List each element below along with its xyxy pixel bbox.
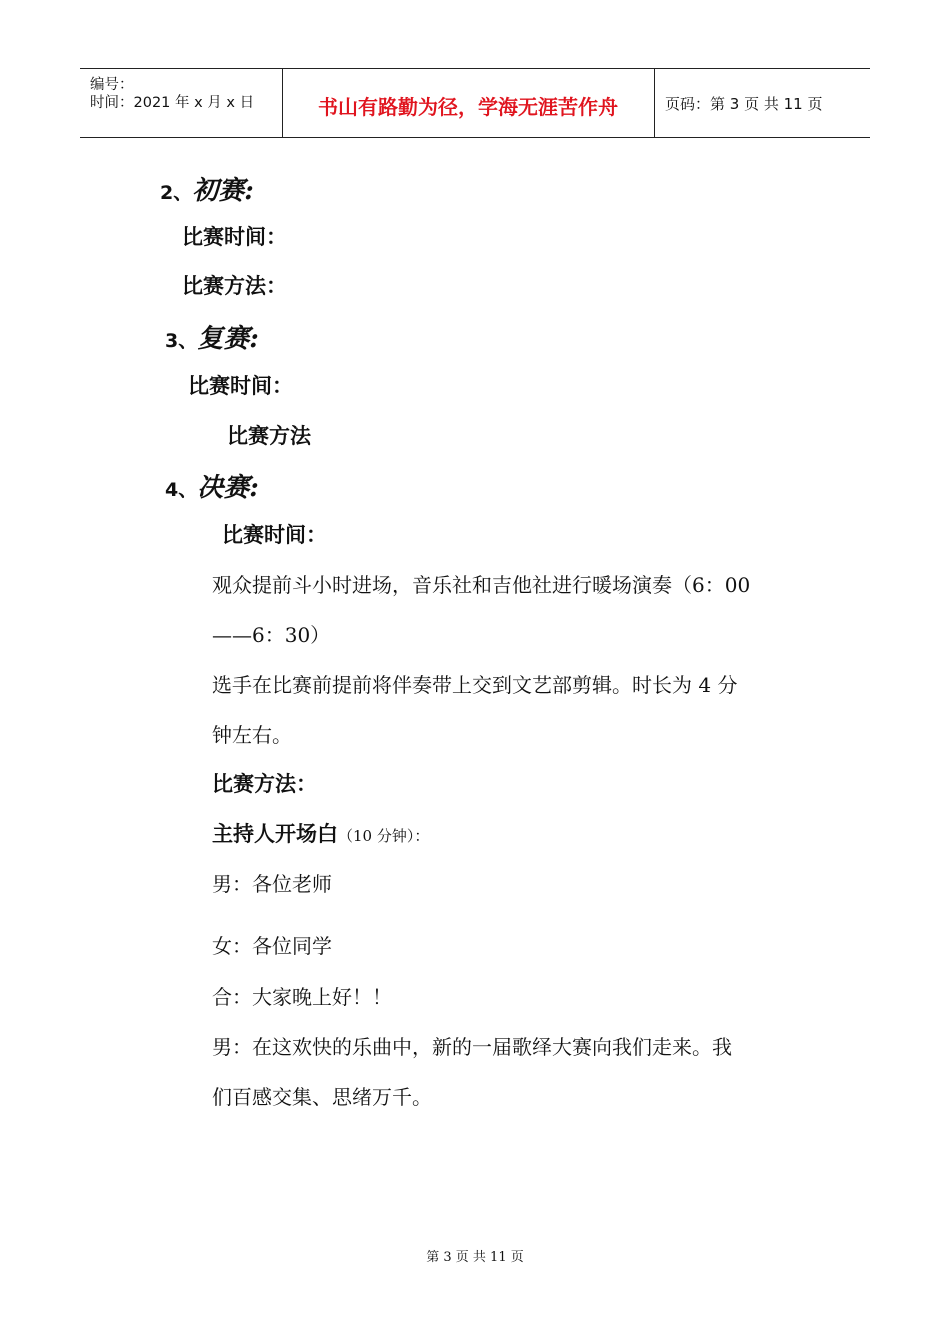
section-4-title: 决赛: bbox=[197, 473, 259, 503]
section-2-heading bbox=[160, 170, 254, 207]
section-2-number: 2、 bbox=[160, 182, 193, 204]
header-page-cell bbox=[655, 69, 870, 137]
final-para2-line1: 选手在比赛前提前将伴奏带上交到文艺部剪辑。时长为 4 分 bbox=[212, 673, 738, 697]
section-3-number: 3、 bbox=[165, 330, 198, 352]
header-motto-cell bbox=[282, 69, 655, 137]
host-opening-line bbox=[212, 818, 429, 848]
section-4-time-label: 比赛时间： bbox=[222, 523, 327, 547]
document-header bbox=[80, 68, 870, 138]
dialogue-female-1: 女：各位同学 bbox=[212, 934, 332, 958]
dialogue-male-2-line2: 们百感交集、思绪万千。 bbox=[212, 1085, 432, 1109]
final-para1-line2: ——6：30） bbox=[212, 623, 331, 647]
header-page-info: 页码：第 3 页 共 11 页 bbox=[665, 95, 823, 113]
final-para1-line1: 观众提前斗小时进场，音乐社和吉他社进行暖场演奏（6：00 bbox=[212, 573, 751, 597]
section-2-method-label: 比赛方法： bbox=[182, 274, 287, 298]
page-footer: 第 3 页 共 11 页 bbox=[426, 1250, 524, 1265]
date-label: 时间：2021 年 x 月 x 日 bbox=[90, 95, 255, 111]
section-3-heading bbox=[165, 318, 259, 355]
dialogue-together: 合：大家晚上好！！ bbox=[212, 985, 392, 1009]
host-opening-note: （10 分钟）： bbox=[338, 827, 430, 845]
final-para2-line2: 钟左右。 bbox=[212, 723, 292, 747]
section-4-heading bbox=[165, 467, 259, 504]
section-3-method-label: 比赛方法 bbox=[227, 424, 311, 448]
header-meta-cell bbox=[80, 69, 283, 137]
section-3-time-label: 比赛时间： bbox=[188, 374, 293, 398]
section-2-title: 初赛: bbox=[192, 176, 254, 206]
section-2-time-label: 比赛时间： bbox=[182, 225, 287, 249]
section-3-title: 复赛: bbox=[197, 324, 259, 354]
dialogue-male-2-line1: 男：在这欢快的乐曲中，新的一届歌绎大赛向我们走来。我 bbox=[212, 1035, 732, 1059]
header-motto: 书山有路勤为径，学海无涯苦作舟 bbox=[318, 95, 618, 119]
number-label: 编号： bbox=[90, 77, 134, 93]
dialogue-male-1: 男：各位老师 bbox=[212, 872, 332, 896]
section-4-method-label: 比赛方法： bbox=[212, 772, 317, 796]
host-opening-label: 主持人开场白 bbox=[212, 822, 338, 846]
section-4-number: 4、 bbox=[165, 479, 198, 501]
